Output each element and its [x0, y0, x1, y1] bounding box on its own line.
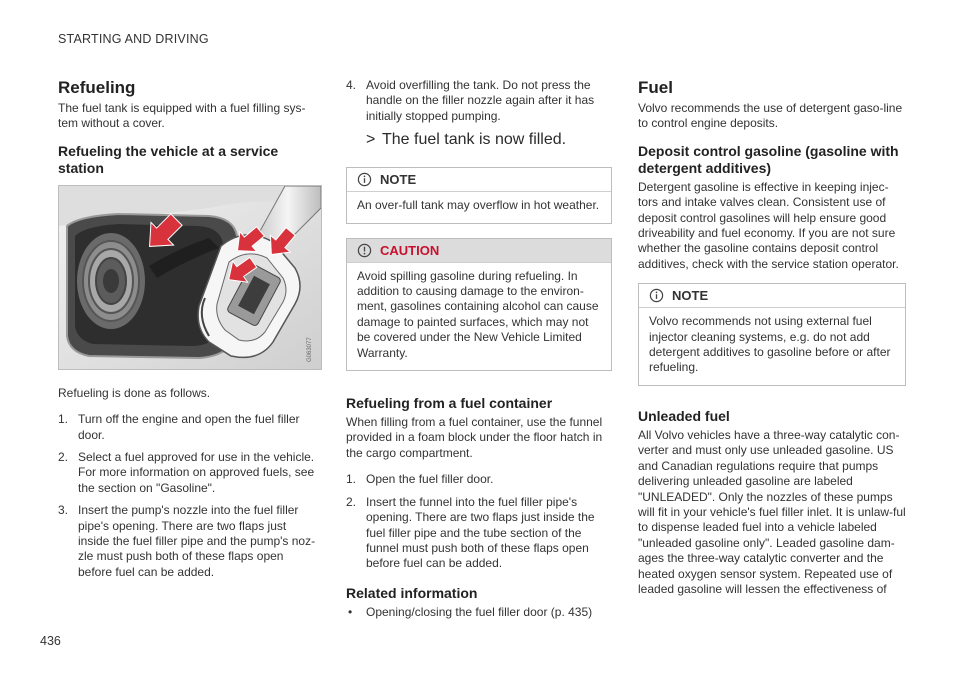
service-station-heading: Refueling the vehicle at a service station: [58, 142, 279, 176]
list-item: 2. Select a fuel approved for use in the vehicle. For more information on approved fuels, see the section on "Gasoline".: [58, 450, 315, 495]
right-column: [638, 78, 906, 608]
left-column: [58, 78, 320, 587]
fuel-container-text: When filling from a fuel container, use the funnel provided in a foam block under the floor hatch in the cargo compartment.: [346, 415, 603, 460]
refueling-steps: [58, 412, 320, 580]
fuel-container-steps: [346, 472, 612, 571]
refueling-steps-continued: [346, 78, 612, 124]
info-icon: [357, 172, 372, 187]
list-item: 3. Insert the pump's nozzle into the fuel filler pipe's opening. There are two flaps just inside the fuel filler pipe and the pump's noz-zle must push both of these flaps open before fuel can be added.: [58, 503, 316, 579]
note-text: An over-full tank may overflow in hot weather.: [357, 198, 600, 213]
fuel-title: Fuel: [638, 78, 673, 97]
list-item: 2. Insert the funnel into the fuel filler pipe's opening. There are two flaps just inside the fuel filler pipe and the tube section of the funnel must push both of these flaps open before fuel can be added.: [346, 494, 595, 571]
running-header: STARTING AND DRIVING: [58, 32, 209, 46]
page-number: 436: [40, 634, 61, 648]
figure-code: G063077: [307, 337, 313, 362]
caution-text: Avoid spilling gasoline during refueling. In addition to causing damage to the environ-ment, gasolines containing alcohol can cause damage to painted surfaces, which may not be covered under the New Vehicle Limited Warranty.: [357, 268, 599, 360]
middle-column: [346, 78, 612, 620]
list-item: 1. Turn off the engine and open the fuel filler door.: [58, 412, 300, 442]
fuel-filler-illustration: [58, 185, 322, 370]
warning-icon: [357, 243, 372, 258]
list-item: 4. Avoid overfilling the tank. Do not press the handle on the filler nozzle again after it has initially stopped pumping.: [346, 78, 595, 123]
info-icon: [649, 288, 664, 303]
note-text: Volvo recommends not using external fuel injector cleaning systems, e.g. do not add detergent additives to gasoline before or after refueling.: [649, 314, 891, 375]
related-link[interactable]: • Opening/closing the fuel filler door (p. 435): [348, 604, 593, 619]
unleaded-fuel-heading: Unleaded fuel: [638, 407, 730, 424]
deposit-control-text: Detergent gasoline is effective in keeping injec-tors and intake valves clean. Consistent use of deposit control gasolines will help ensure good driveability and fuel economy. If you are not sure whether the gasoline contains deposit control additives, check with the service station operator.: [638, 179, 899, 271]
list-item: 1. Open the fuel filler door.: [346, 472, 494, 487]
note-header: NOTE: [639, 284, 905, 308]
note-box: [638, 283, 906, 386]
unleaded-fuel-text: All Volvo vehicles have a three-way catalytic con-verter and must only use unleaded gasoline. US and Canadian regulations require that pumps delivering unleaded gasoline are labeled "UNLEADED". Only the nozzles of these pumps will fit in your vehicle's fuel filler inlet. It is unlaw-ful to dispense leaded fuel into a vehicle labeled "unleaded gasoline only". Leaded gasoline dam-ages the three-way catalytic converter and the heated oxygen sensor system. Repeated use of leaded gasoline will lessen the effectiveness of: [638, 427, 906, 596]
steps-intro: Refueling is done as follows.: [58, 385, 211, 400]
fuel-intro: Volvo recommends the use of detergent gaso-line to control engine deposits.: [638, 101, 903, 131]
refueling-title: Refueling: [58, 78, 136, 97]
fuel-filler-drawing: [59, 186, 321, 369]
note-header: NOTE: [347, 168, 611, 192]
step-result: > The fuel tank is now filled.: [366, 131, 567, 149]
fuel-container-heading: Refueling from a fuel container: [346, 395, 553, 412]
note-box: [346, 167, 612, 223]
related-information-heading: Related information: [346, 584, 478, 601]
deposit-control-heading: Deposit control gasoline (gasoline with detergent additives): [638, 142, 899, 176]
caution-header: CAUTION: [347, 239, 611, 263]
refueling-intro: The fuel tank is equipped with a fuel filling sys-tem without a cover.: [58, 101, 306, 131]
caution-box: [346, 238, 612, 371]
